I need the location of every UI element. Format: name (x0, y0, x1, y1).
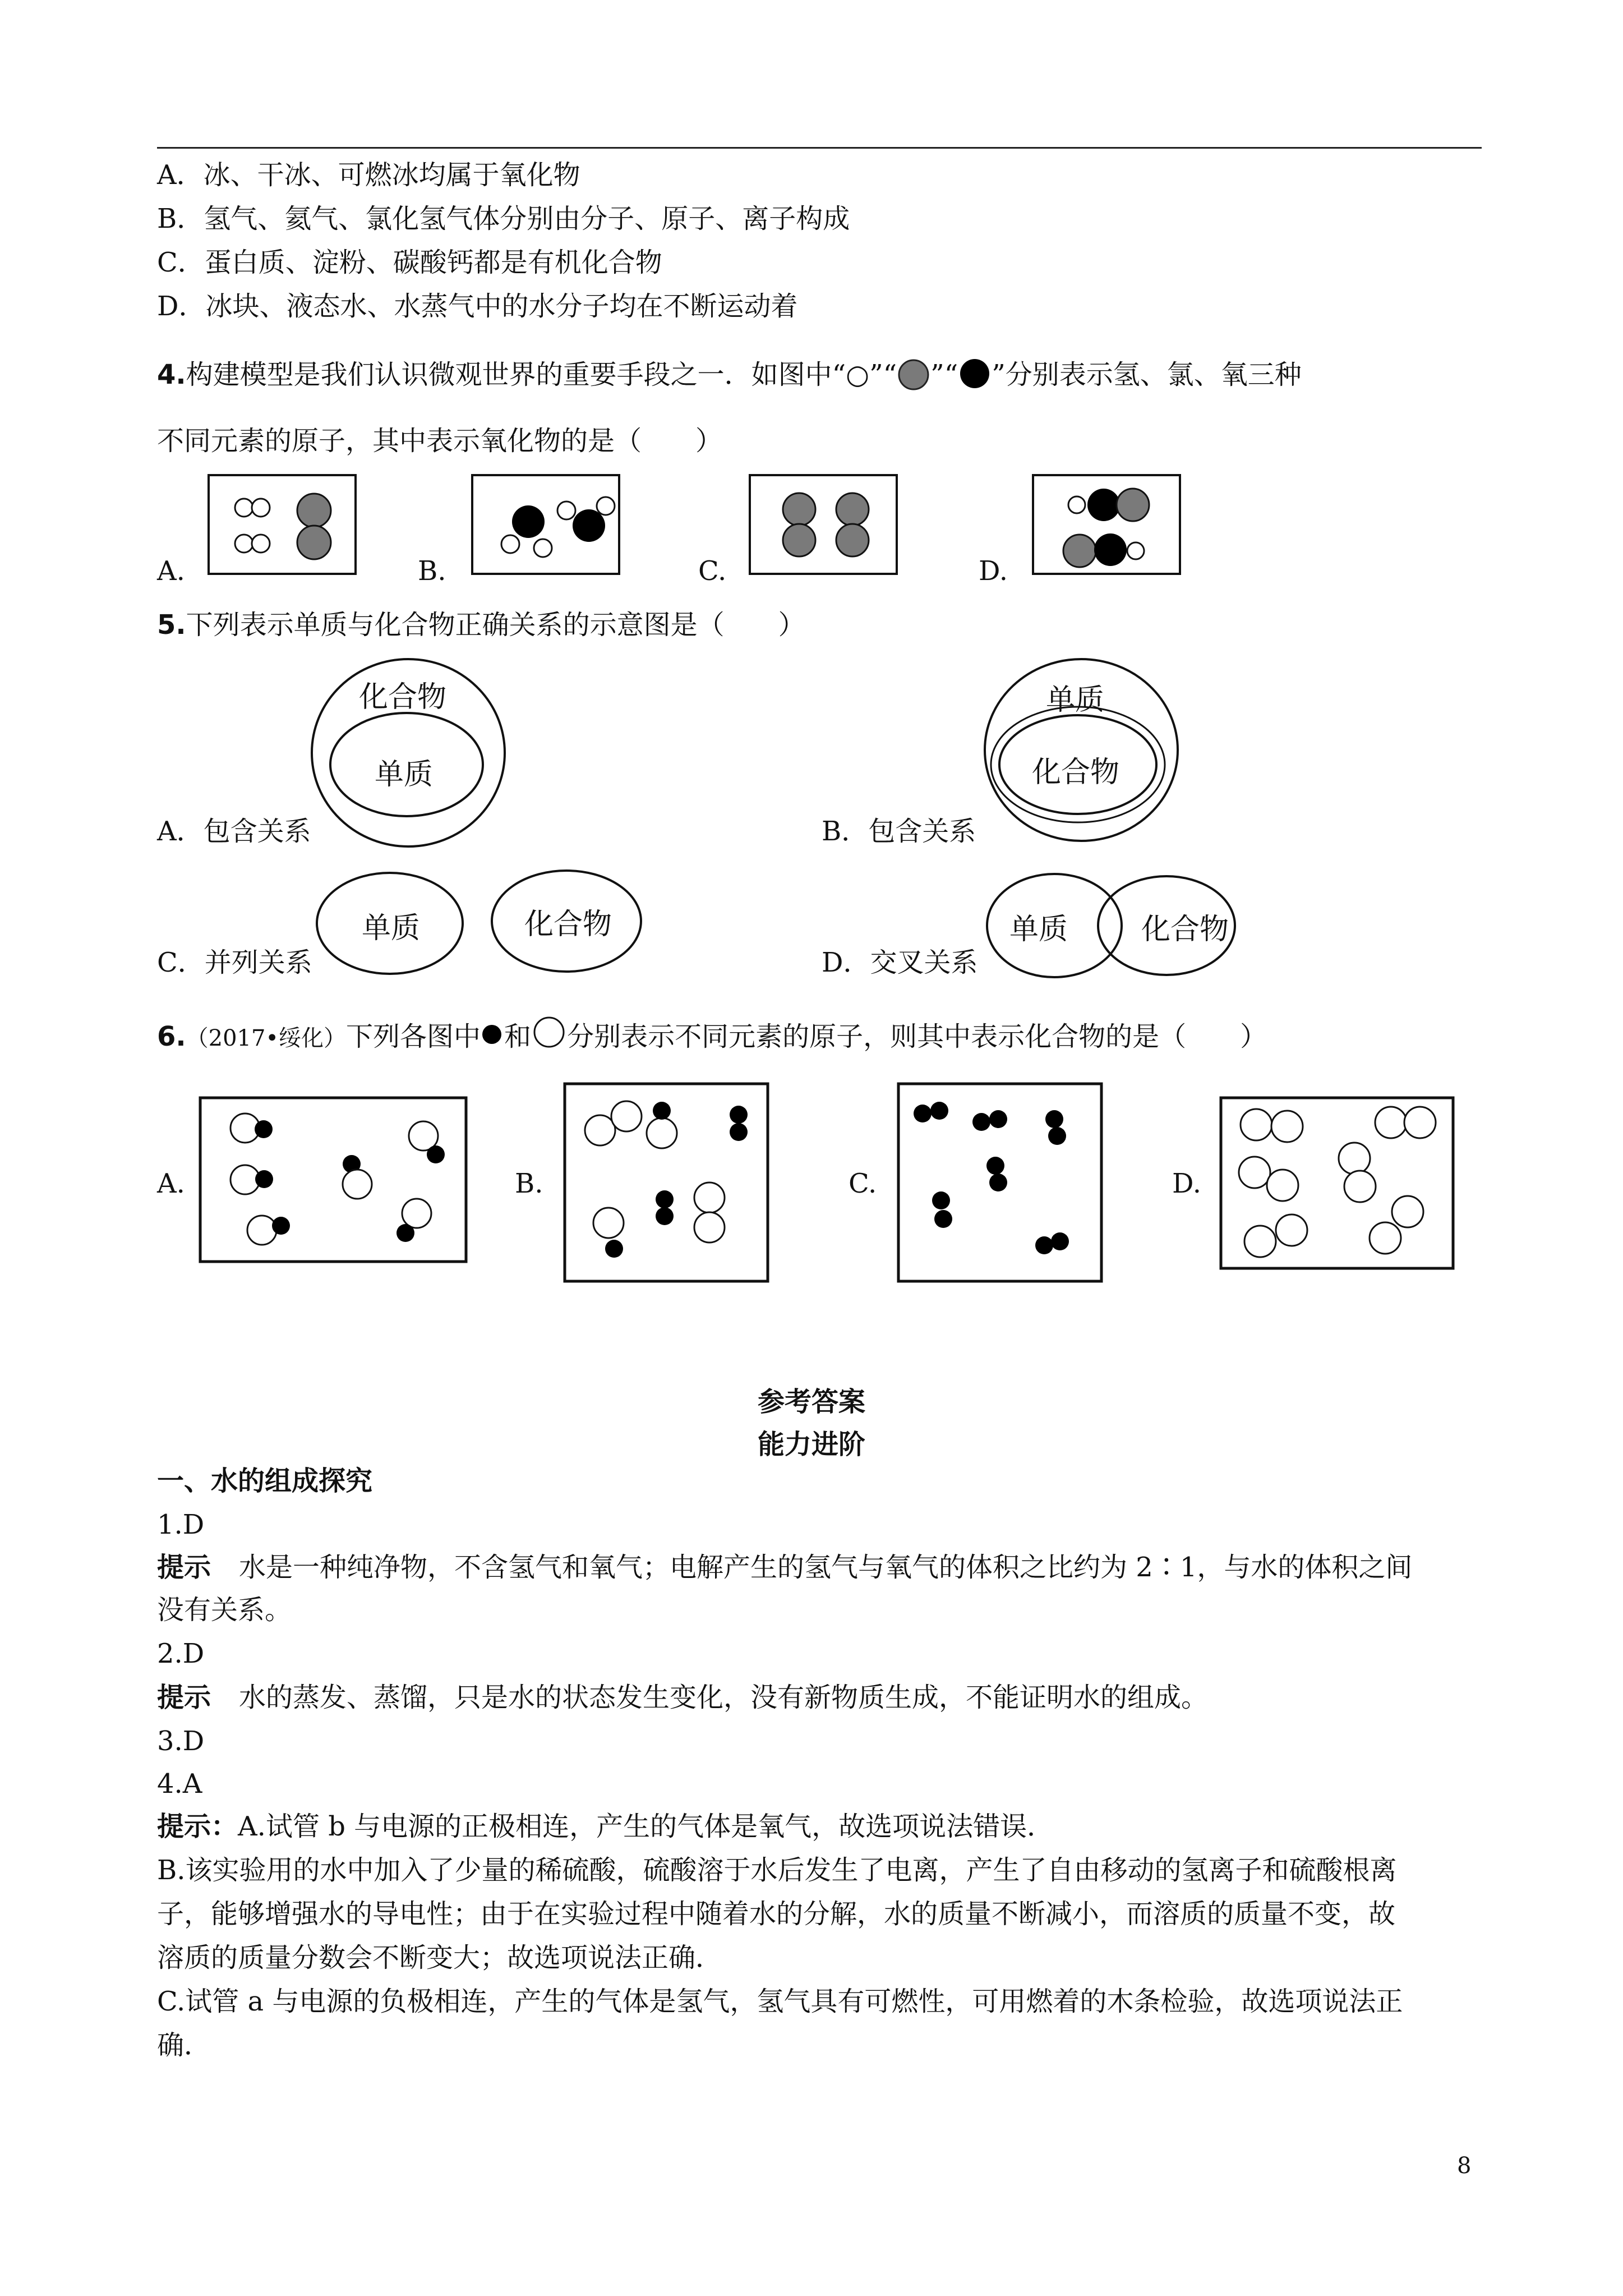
q6-label-c: C. (849, 1168, 877, 1199)
answer-2: 2.D (157, 1638, 205, 1669)
q5-option-a-label: A．包含关系 (157, 816, 311, 847)
hint-1-line1 (157, 1552, 1412, 1583)
q5-d-left-label: 单质 (1009, 913, 1068, 946)
q4-text-c: ”分别表示氢、氯、氧三种 (992, 359, 1302, 390)
hint-4-a (157, 1811, 1054, 1842)
gray-atom-icon (897, 361, 930, 393)
q6-number: 6. (157, 1021, 186, 1052)
q4-stem-line2: 不同元素的原子，其中表示氧化物的是（ ） (157, 425, 723, 457)
q6-text-a: 下列各图中 (346, 1021, 481, 1052)
q4-label-c: C. (698, 555, 727, 587)
q3-option-b: B．氢气、氦气、氯化氢气体分别由分子、原子、离子构成 (157, 203, 850, 234)
q3-option-d: D．冰块、液态水、水蒸气中的水分子均在不断运动着 (157, 291, 798, 322)
q3-option-a: A．冰、干冰、可燃冰均属于氧化物 (157, 159, 580, 191)
q6-text-b: 和 (504, 1021, 532, 1052)
hint-1-text: 水是一种纯净物，不含氢气和氧气；电解产生的氢气与氧气的体积之比约为 2∶1，与水的体积之间 (239, 1552, 1413, 1583)
q4-number: 4. (157, 359, 186, 390)
q6-model-c (897, 1083, 1105, 1285)
answer-1: 1.D (157, 1509, 205, 1540)
q5-a-inner-label: 单质 (375, 758, 434, 792)
black-atom-icon (481, 1024, 504, 1053)
q5-c-right-label: 化合物 (524, 908, 612, 941)
answers-section-heading: 一、水的组成探究 (157, 1465, 373, 1497)
q6-stem (157, 1021, 1267, 1055)
page-number: 8 (1457, 2153, 1472, 2179)
answer-3: 3.D (157, 1726, 205, 1757)
hint-4-b-line1: B.该实验用的水中加入了少量的稀硫酸，硫酸溶于水后发生了电离，产生了自由移动的氢离子和硫酸根离 (157, 1855, 1397, 1886)
q6-model-d (1220, 1097, 1455, 1271)
q4-label-b: B. (418, 555, 446, 587)
answers-title: 参考答案 (757, 1386, 865, 1418)
q5-c-left-label: 单质 (362, 912, 421, 945)
q5-a-outer-label: 化合物 (359, 680, 447, 714)
q5-text: 下列表示单质与化合物正确关系的示意图是（ ） (186, 609, 805, 641)
hint-4-a-text: A.试管 b 与电源的正极相连，产生的气体是氧气，故选项说法错误． (238, 1811, 1054, 1842)
q6-source: （2017•绥化） (186, 1025, 347, 1051)
answers-subtitle: 能力进阶 (757, 1429, 865, 1460)
q4-label-a: A. (157, 555, 185, 587)
hint-1-line2: 没有关系。 (157, 1594, 292, 1626)
q5-number: 5. (157, 609, 186, 641)
hint-4-c-line2: 确． (157, 2030, 211, 2061)
hint-4-label: 提示： (157, 1811, 238, 1842)
q5-option-b-label: B．包含关系 (822, 816, 976, 847)
answer-4: 4.A (157, 1768, 202, 1800)
hint-4-c-line1: C.试管 a 与电源的负极相连，产生的气体是氢气，氢气具有可燃性，可用燃着的木条检验，故选项说法正 (157, 1986, 1403, 2017)
q5-d-right-label: 化合物 (1141, 913, 1229, 946)
hint-label: 提示 (157, 1552, 211, 1583)
q6-label-d: D. (1172, 1168, 1202, 1199)
hint-4-b-line3: 溶质的质量分数会不断变大；故选项说法正确． (157, 1942, 723, 1973)
q4-text-a: 构建模型是我们认识微观世界的重要手段之一．如图中“○”“ (186, 359, 897, 390)
q5-stem (157, 609, 805, 641)
q6-model-b (564, 1083, 771, 1285)
hint-2-line (157, 1682, 1208, 1713)
q4-label-d: D. (979, 555, 1008, 587)
hint-2-text: 水的蒸发、蒸馏，只是水的状态发生变化，没有新物质生成，不能证明水的组成。 (239, 1682, 1209, 1713)
q4-model-d (1032, 474, 1183, 575)
q6-text-c: 分别表示不同元素的原子，则其中表示化合物的是（ ） (567, 1021, 1267, 1052)
white-atom-icon (531, 1023, 567, 1055)
q6-label-b: B. (515, 1168, 543, 1199)
q4-stem-line1 (157, 359, 1302, 393)
q5-option-c-label: C．并列关系 (157, 947, 312, 978)
q5-b-inner-label: 化合物 (1032, 756, 1120, 789)
q6-model-a (199, 1097, 468, 1265)
q3-option-c: C．蛋白质、淀粉、碳酸钙都是有机化合物 (157, 247, 662, 278)
header-rule (157, 147, 1482, 149)
q6-label-a: A. (157, 1168, 185, 1199)
q5-option-d-label: D．交叉关系 (822, 947, 978, 978)
hint-label: 提示 (157, 1682, 211, 1713)
hint-4-b-line2: 子，能够增强水的导电性；由于在实验过程中随着水的分解，水的质量不断减小，而溶质的质量不变，故 (157, 1898, 1396, 1930)
q4-model-b (471, 474, 623, 575)
q4-model-c (749, 474, 900, 575)
q4-text-b: ”“ (930, 359, 958, 390)
q4-model-a (208, 474, 359, 575)
q5-b-outer-label: 单质 (1046, 683, 1105, 717)
black-atom-icon (958, 361, 992, 393)
